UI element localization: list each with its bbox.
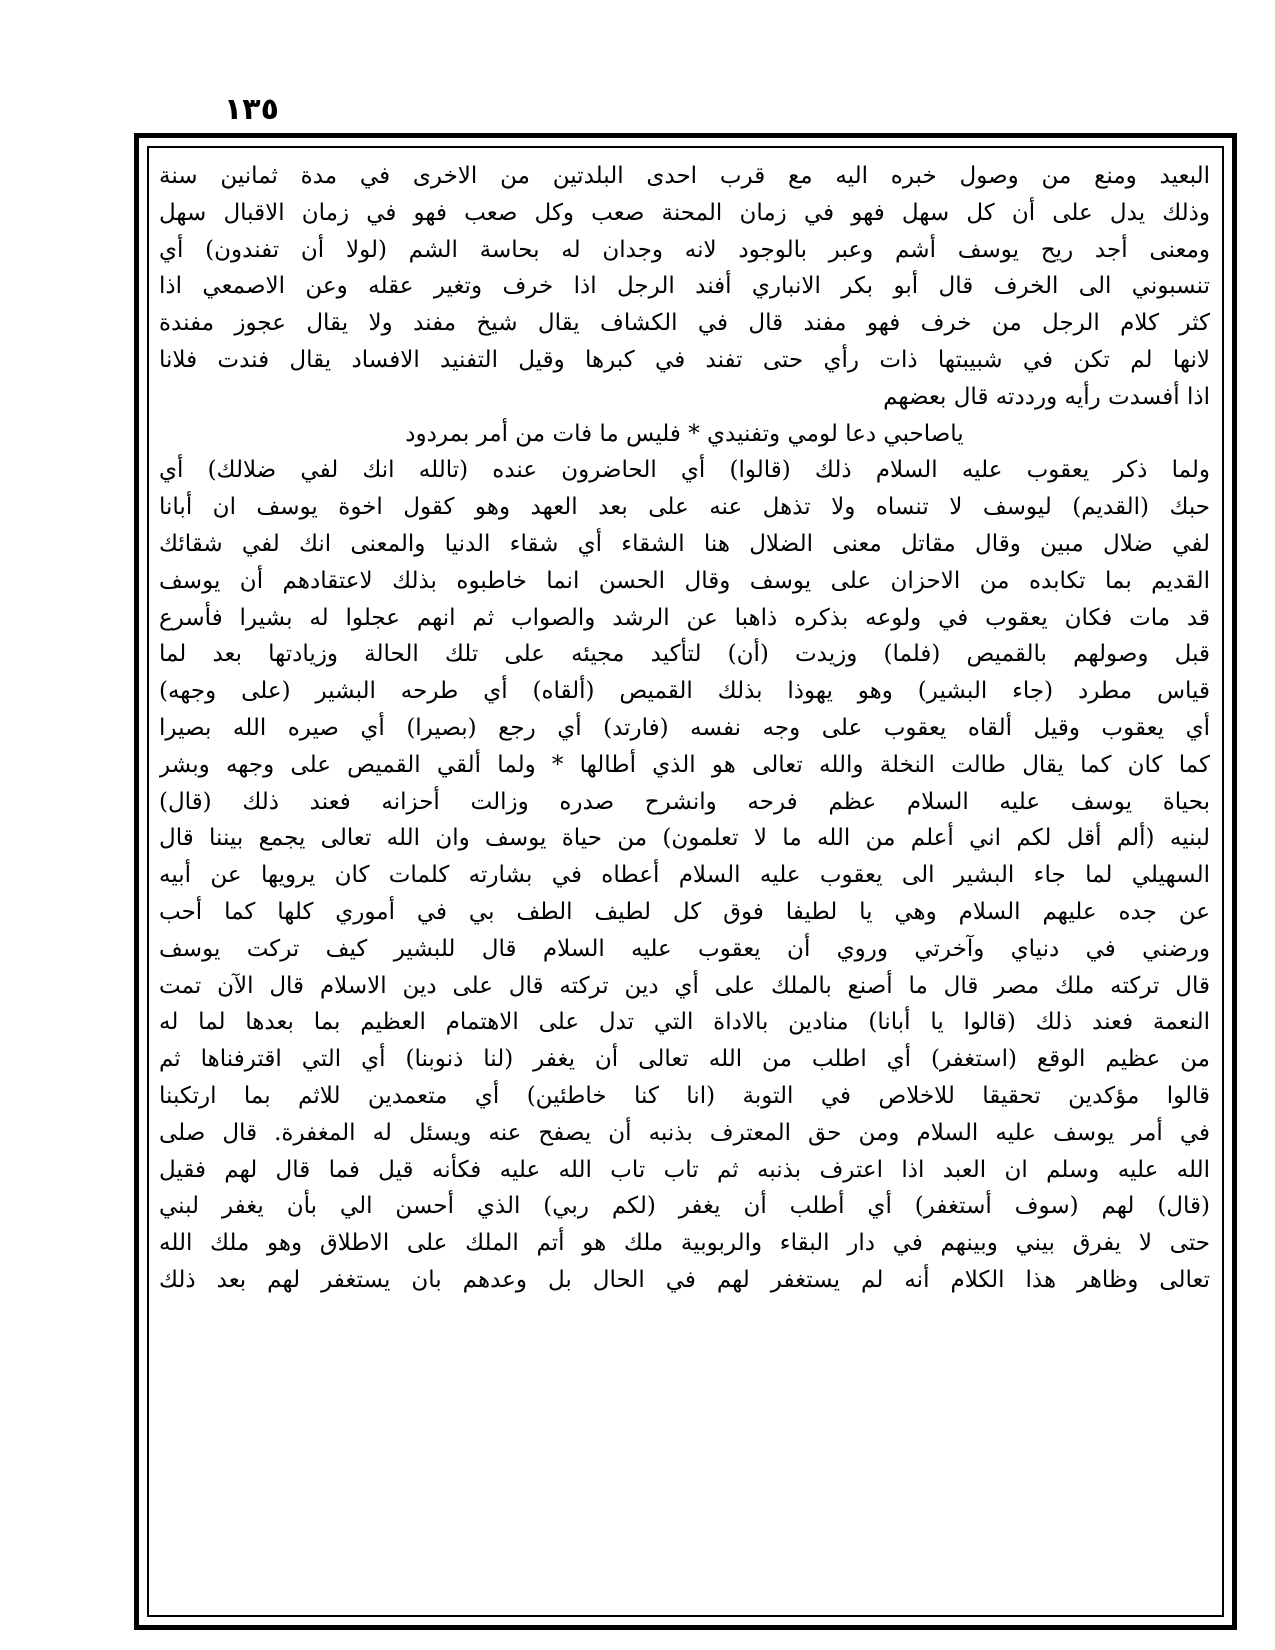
text-line: كثر كلام الرجل من خرف فهو مفند قال في الكشاف يقال شيخ مفند ولا يقال عجوز مفندة bbox=[159, 310, 1210, 337]
text-line: النعمة فعند ذلك (قالوا يا أبانا) منادين بالاداة التي تدل على الاهتمام العظيم بما بعدها لما له bbox=[159, 1009, 1210, 1036]
text-line: من عظيم الوقع (استغفر) أي اطلب من الله تعالى أن يغفر (لنا ذنوبنا) أي التي اقترفناها ثم bbox=[159, 1046, 1210, 1073]
text-line: اذا أفسدت رأيه ورددته قال بعضهم bbox=[883, 383, 1210, 410]
verse-line: ياصاحبي دعا لومي وتفنيدي * فليس ما فات من أمر بمردود bbox=[405, 420, 964, 447]
text-line: تنسبوني الى الخرف قال أبو بكر الانباري أفند الرجل اذا خرف وتغير عقله وعن الاصمعي اذا bbox=[159, 273, 1210, 300]
text-line: لفي ضلال مبين وقال مقاتل معنى الضلال هنا الشقاء أي شقاء الدنيا والمعنى انك لفي شقائك bbox=[159, 530, 1210, 557]
text-line: القديم بما تكابده من الاحزان على يوسف وقال الحسن انما خاطبوه بذلك لاعتقادهم أن يوسف bbox=[159, 567, 1210, 594]
text-line: لبنيه (ألم أقل لكم اني أعلم من الله ما لا تعلمون) من حياة يوسف وان الله تعالى يجمع بيننا قال bbox=[159, 825, 1210, 852]
text-line: قالوا مؤكدين تحقيقا للاخلاص في التوبة (انا كنا خاطئين) أي متعمدين للاثم بما ارتكبنا bbox=[159, 1082, 1210, 1109]
text-line: وذلك يدل على أن كل سهل فهو في زمان المحنة صعب وكل صعب فهو في زمان الاقبال سهل bbox=[159, 199, 1210, 226]
text-line: بحياة يوسف عليه السلام عظم فرحه وانشرح صدره وزالت أحزانه فعند ذلك (قال) bbox=[159, 788, 1210, 815]
page-number: ١٣٥ bbox=[224, 92, 279, 127]
text-line: قد مات فكان يعقوب في ولوعه بذكره ذاهبا عن الرشد والصواب ثم انهم عجلوا له بشيرا فأسرع bbox=[159, 604, 1210, 631]
text-line: البعيد ومنع من وصول خبره اليه مع قرب احدى البلدتين من الاخرى في مدة ثمانين سنة bbox=[159, 163, 1210, 189]
text-line: حبك (القديم) ليوسف لا تنساه ولا تذهل عنه على بعد العهد وهو كقول اخوة يوسف ان أبانا bbox=[159, 494, 1210, 521]
text-line: تعالى وظاهر هذا الكلام أنه لم يستغفر لهم في الحال بل وعدهم بان يستغفر لهم بعد ذلك bbox=[159, 1266, 1210, 1293]
text-line: قال تركته ملك مصر قال ما أصنع بالملك على أي دين تركته قال على دين الاسلام قال الآن تمت bbox=[159, 972, 1210, 999]
page-inner-frame bbox=[147, 146, 1224, 1617]
text-line: قبل وصولهم بالقميص (فلما) وزيدت (أن) لتأكيد مجيئه على تلك الحالة وزيادتها بعد لما bbox=[159, 641, 1210, 668]
text-line: في أمر يوسف عليه السلام ومن حق المعترف بذنبه أن يصفح عنه ويسئل له المغفرة. قال صلى bbox=[159, 1119, 1210, 1146]
page-frame bbox=[134, 133, 1237, 1630]
text-line: كما كان كما يقال طالت النخلة والله تعالى هو الذي أطالها * ولما ألقي القميص على وجهه وبشر bbox=[159, 751, 1210, 778]
body-text bbox=[159, 158, 1210, 1299]
text-line: لانها لم تكن في شبيبتها ذات رأي حتى تفند في كبرها وقيل التفنيد الافساد يقال فندت فلانا bbox=[159, 346, 1210, 373]
text-line: ولما ذكر يعقوب عليه السلام ذلك (قالوا) أي الحاضرون عنده (تالله انك لفي ضلالك) أي bbox=[159, 457, 1210, 484]
text-line: حتى لا يفرق بيني وبينهم في دار البقاء والربوبية ملك هو أتم الملك على الاطلاق وهو ملك الله bbox=[159, 1230, 1210, 1257]
text-line: عن جده عليهم السلام وهي يا لطيفا فوق كل لطيف الطف بي في أموري كلها كما أحب bbox=[159, 898, 1210, 925]
text-line: أي يعقوب وقيل ألقاه يعقوب على وجه نفسه (فارتد) أي رجع (بصيرا) أي صيره الله بصيرا bbox=[159, 714, 1210, 741]
text-line: السهيلي لما جاء البشير الى يعقوب عليه السلام أعطاه في بشارته كلمات كان يرويها عن أبيه bbox=[159, 862, 1210, 889]
text-line: قياس مطرد (جاء البشير) وهو يهوذا بذلك القميص (ألقاه) أي طرحه البشير (على وجهه) bbox=[159, 678, 1210, 705]
text-line: الله عليه وسلم ان العبد اذا اعترف بذنبه ثم تاب تاب الله عليه فكأنه قيل فما قال لهم فقيل bbox=[159, 1156, 1210, 1183]
text-line: ومعنى أجد ريح يوسف أشم وعبر بالوجود لانه وجدان له بحاسة الشم (لولا أن تفندون) أي bbox=[159, 236, 1210, 263]
text-line: ورضني في دنياي وآخرتي وروي أن يعقوب عليه السلام قال للبشير كيف تركت يوسف bbox=[159, 935, 1210, 962]
text-line: (قال) لهم (سوف أستغفر) أي أطلب أن يغفر (لكم ربي) الذي أحسن الي بأن يغفر لبني bbox=[159, 1193, 1210, 1220]
